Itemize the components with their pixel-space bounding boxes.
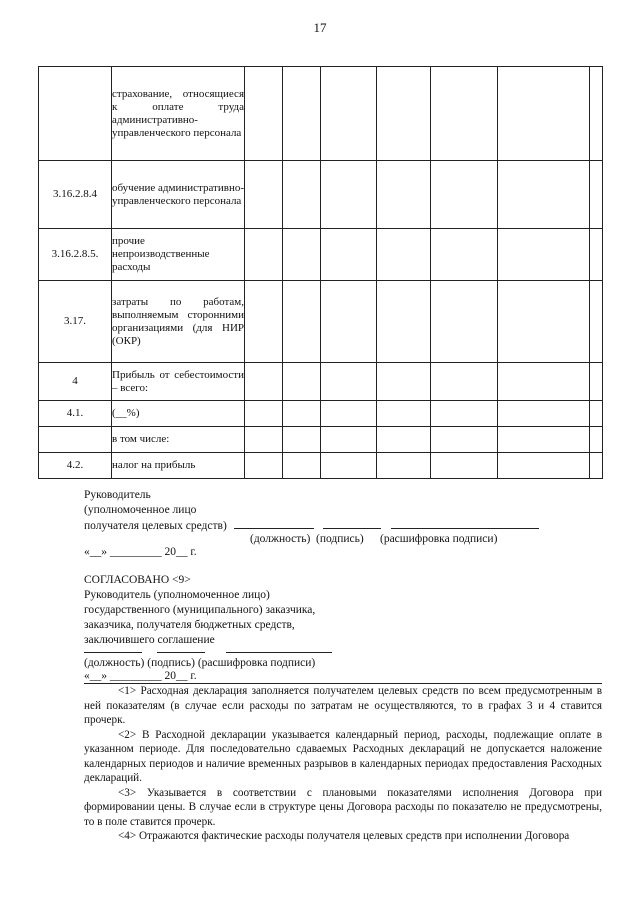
row-label: в том числе: [112,427,245,453]
approval-line-1: Руководитель (уполномоченное лицо) [84,589,270,601]
position-line [84,642,142,653]
table-row [39,229,603,281]
approval-captions: (должность) (подпись) (расшифровка подписи) [84,657,316,669]
row-label: Прибыль от себестоимости – всего: [112,363,245,401]
approval-title: СОГЛАСОВАНО <9> [84,574,191,586]
expense-table [38,66,603,479]
approval-line-4: заключившего соглашение [84,634,215,646]
caption-decoding: (расшифровка подписи) [380,533,498,545]
row-code: 3.16.2.8.4 [39,161,112,229]
table-row [39,427,603,453]
footnotes [84,684,602,844]
caption-position: (должность) [250,533,311,545]
page-number: 17 [313,20,327,35]
footnote: <1> Расходная декларация заполняется получателем целевых средств по всем предусмотренным в ней показателям (в случае если расходы по затратам не осуществляются, то в графах 3 и 4 ставится прочерк. [84,685,602,726]
decoding-line [226,642,332,653]
decoding-line [391,518,539,529]
position-line [234,518,314,529]
approval-date: «__» _________ 20__ г. [84,670,197,682]
row-label: обучение административно-управленческого персонала [112,161,245,229]
row-code: 3.16.2.8.5. [39,229,112,281]
row-code: 4 [39,363,112,401]
row-code: 4.2. [39,453,112,479]
footnote: <2> В Расходной декларации указывается календарный период, расходы, подлежащие оплате в указанном периоде. Для последовательно сдаваемых Расходных деклараций не допускается наложение календарных периодов и наличие временных разрывов в календарных периодах предоставления Расходных деклараций. [84,728,602,784]
signer-date: «__» _________ 20__ г. [84,546,197,558]
signature-line [157,642,205,653]
footnote: <3> Указывается в соответствии с плановыми показателями исполнения Договора при формировании цены. В случае если в структуре цены Договора расходы по показателю не предусмотрены, то в поле ставится прочерк. [84,786,602,828]
table-row [39,363,603,401]
footnote: <4> Отражаются фактические расходы получателя целевых средств при исполнении Договора [118,830,570,842]
row-code: 3.17. [39,281,112,363]
row-code [39,427,112,453]
table-row [39,401,603,427]
signer-recipient: получателя целевых средств) [84,520,227,532]
table-row [39,453,603,479]
approval-line-3: заказчика, получателя бюджетных средств, [84,619,295,631]
row-label: налог на прибыль [112,453,245,479]
row-code [39,67,112,161]
approval-line-2: государственного (муниципального) заказчика, [84,604,316,616]
signer-subtitle: (уполномоченное лицо [84,504,197,516]
table-row [39,67,603,161]
signature-line [323,518,381,529]
signer-title: Руководитель [84,489,151,501]
caption-signature: (подпись) [316,533,364,545]
row-label: страхование, относящиеся к оплате труда административно-управленческого персонала [112,67,245,161]
row-label: (__%) [112,401,245,427]
row-label: прочие непроизводственные расходы [112,229,245,281]
table-row [39,281,603,363]
row-code: 4.1. [39,401,112,427]
row-label: затраты по работам, выполняемым сторонними организациями (для НИР (ОКР) [112,281,245,363]
table-row [39,161,603,229]
